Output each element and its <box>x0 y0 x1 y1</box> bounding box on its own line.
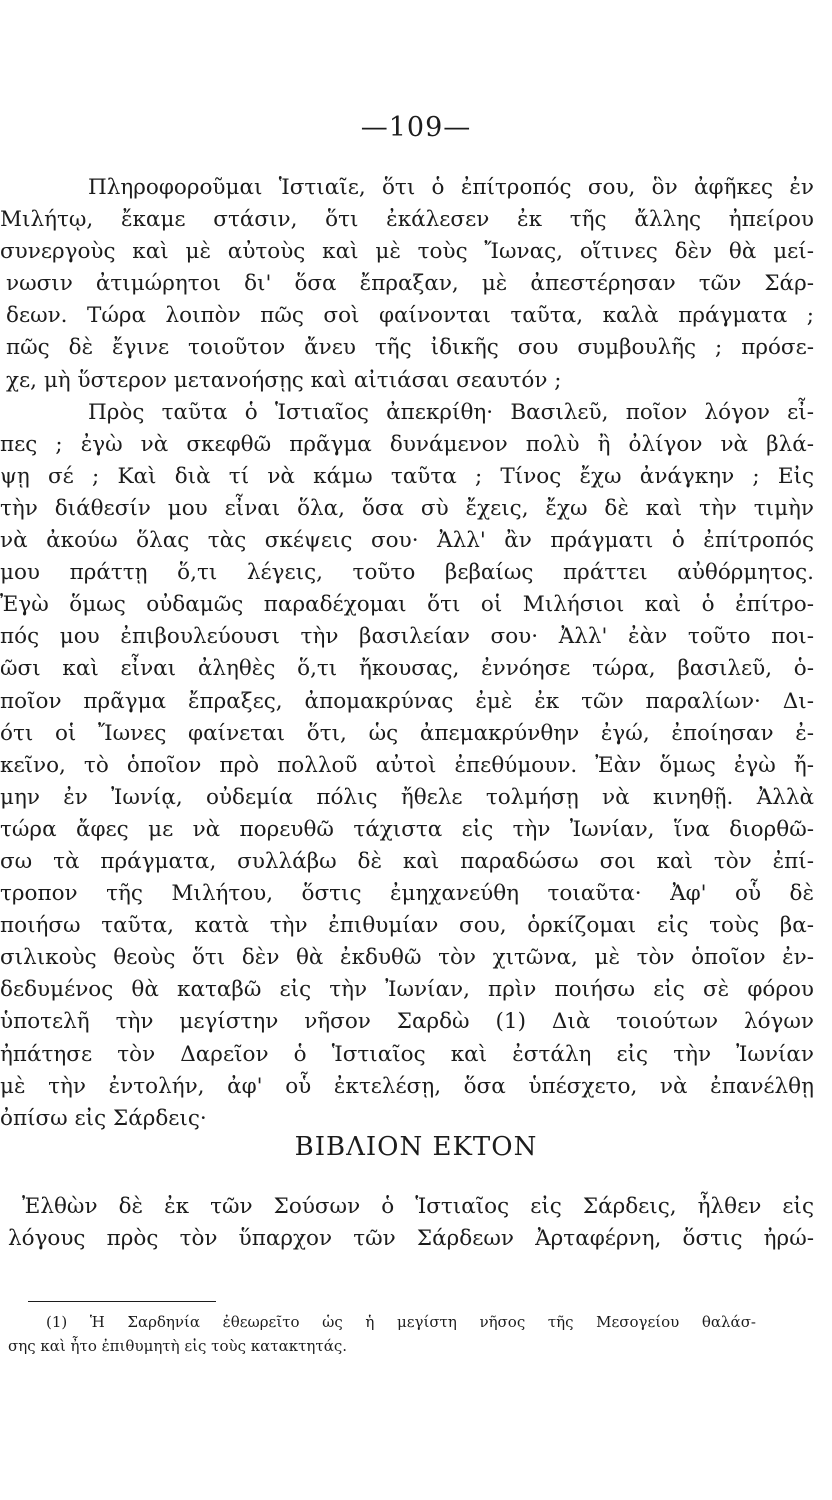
body-text <box>0 172 832 1135</box>
footnote-divider <box>28 1301 216 1302</box>
footnote-line: (1) Ἡ Σαρδηνία ἐθεωρεῖτο ὡς ἡ μεγίστη νῆσος τῆς Μεσογείου θαλάσ- <box>46 1313 756 1331</box>
text-line: λόγους πρὸς τὸν ὕπαρχον τῶν Σάρδεων Ἀρταφέρνη, ὅστις ἠρώ- <box>8 1226 814 1252</box>
text-line: μην ἐν Ἰωνίᾳ, οὐδεμία πόλις ἤθελε τολμήσῃ νὰ κινηθῇ. Ἀλλὰ <box>0 784 814 810</box>
text-line: συνεργοὺς καὶ μὲ αὐτοὺς καὶ μὲ τοὺς Ἴωνας, οἵτινες δὲν θὰ μεί- <box>0 239 814 265</box>
text-line: ότι οἱ Ἴωνες φαίνεται ὅτι, ὡς ἀπεμακρύνθην ἐγώ, ἐποίησαν ἐ- <box>0 720 814 746</box>
text-line: Πρὸς ταῦτα ὁ Ἱστιαῖος ἀπεκρίθη· Βασιλεῦ, ποῖον λόγον εἶ- <box>88 399 814 425</box>
text-line: σω τὰ πράγματα, συλλάβω δὲ καὶ παραδώσω σοι καὶ τὸν ἐπί- <box>0 848 814 874</box>
text-line: τώρα ἄφες με νὰ πορευθῶ τάχιστα εἰς τὴν Ἰωνίαν, ἵνα διορθῶ- <box>0 816 814 842</box>
text-line: ῶσι καὶ εἶναι ἀληθὲς ὅ,τι ἤκουσας, ἐννόησε τώρα, βασιλεῦ, ὁ- <box>0 656 814 682</box>
text-line: Πληροφοροῦμαι Ἱστιαῖε, ὅτι ὁ ἐπίτροπός σου, ὃν ἀφῆκες ἐν <box>88 175 814 200</box>
text-line: κεῖνο, τὸ ὁποῖον πρὸ πολλοῦ αὐτοὶ ἐπεθύμουν. Ἐὰν ὅμως ἐγὼ ἤ- <box>0 752 814 778</box>
page-number: —109— <box>360 112 472 143</box>
text-line: ποῖον πρᾶγμα ἔπραξες, ἀπομακρύνας ἐμὲ ἐκ τῶν παραλίων· Δι- <box>0 688 814 714</box>
section-text <box>0 1191 832 1255</box>
text-line: πός μου ἐπιβουλεύουσι τὴν βασιλείαν σου· Ἀλλ' ἐὰν τοῦτο ποι- <box>0 624 814 650</box>
text-line: ὑποτελῆ τὴν μεγίστην νῆσον Σαρδὼ (1) Διὰ τοιούτων λόγων <box>0 1009 814 1035</box>
text-line: πῶς δὲ ἔγινε τοιοῦτον ἄνευ τῆς ἰδικῆς σου συμβουλῆς ; πρόσε- <box>6 335 814 361</box>
text-line: ποιήσω ταῦτα, κατὰ τὴν ἐπιθυμίαν σου, ὁρκίζομαι εἰς τοὺς βα- <box>0 913 814 939</box>
text-line: Μιλήτῳ, ἔκαμε στάσιν, ὅτι ἐκάλεσεν ἐκ τῆς ἄλλης ἠπείρου <box>0 207 814 233</box>
footnote-line: σης καὶ ἦτο ἐπιθυμητὴ εἰς τοὺς κατακτητάς. <box>8 1337 347 1355</box>
text-line: Ἐλθὼν δὲ ἐκ τῶν Σούσων ὁ Ἱστιαῖος εἰς Σάρδεις, ἦλθεν εἰς <box>22 1194 814 1219</box>
text-line: μου πράττῃ ὅ,τι λέγεις, τοῦτο βεβαίως πράττει αὐθόρμητος. <box>0 560 814 586</box>
text-line: δεων. Τώρα λοιπὸν πῶς σοὶ φαίνονται ταῦτα, καλὰ πράγματα ; <box>6 303 814 329</box>
text-line: Ἐγὼ ὅμως οὐδαμῶς παραδέχομαι ὅτι οἱ Μιλήσιοι καὶ ὁ ἐπίτρο- <box>0 592 814 618</box>
text-line: ψῃ σέ ; Καὶ διὰ τί νὰ κάμω ταῦτα ; Τίνος ἔχω ἀνάγκην ; Εἰς <box>0 463 814 489</box>
text-line: χε, μὴ ὕστερον μετανοήσῃς καὶ αἰτιάσαι σεαυτόν ; <box>6 367 562 393</box>
text-line: δεδυμένος θὰ καταβῶ εἰς τὴν Ἰωνίαν, πρὶν ποιήσω εἰς σὲ φόρου <box>0 977 814 1003</box>
book-heading: ΒΙΒΛΙΟΝ ΕΚΤΟΝ <box>294 1132 538 1162</box>
text-line: νὰ ἀκούω ὅλας τὰς σκέψεις σου· Ἀλλ' ἂν πράγματι ὁ ἐπίτροπός <box>0 528 814 554</box>
text-line: τροπον τῆς Μιλήτου, ὅστις ἐμηχανεύθη τοιαῦτα· Ἀφ' οὗ δὲ <box>0 881 814 907</box>
text-line: μὲ τὴν ἐντολήν, ἀφ' οὗ ἐκτελέσῃ, ὅσα ὑπέσχετο, νὰ ἐπανέλθῃ <box>0 1073 814 1099</box>
text-line: ὀπίσω εἰς Σάρδεις· <box>0 1105 207 1131</box>
text-line: νωσιν ἀτιμώρητοι δι' ὅσα ἔπραξαν, μὲ ἀπεστέρησαν τῶν Σάρ- <box>6 271 814 297</box>
text-line: τὴν διάθεσίν μου εἶναι ὅλα, ὅσα σὺ ἔχεις, ἔχω δὲ καὶ τὴν τιμὴν <box>0 495 814 521</box>
text-line: ἠπάτησε τὸν Δαρεῖον ὁ Ἱστιαῖος καὶ ἐστάλη εἰς τὴν Ἰωνίαν <box>0 1041 814 1067</box>
footnotes <box>0 1310 832 1358</box>
paragraph <box>0 172 832 397</box>
text-line: σιλικοὺς θεοὺς ὅτι δὲν θὰ ἐκδυθῶ τὸν χιτῶνα, μὲ τὸν ὁποῖον ἐν- <box>0 945 814 971</box>
text-line: πες ; ἐγὼ νὰ σκεφθῶ πρᾶγμα δυνάμενον πολὺ ἢ ὀλίγον νὰ βλά- <box>0 431 814 457</box>
paragraph <box>0 397 832 1135</box>
